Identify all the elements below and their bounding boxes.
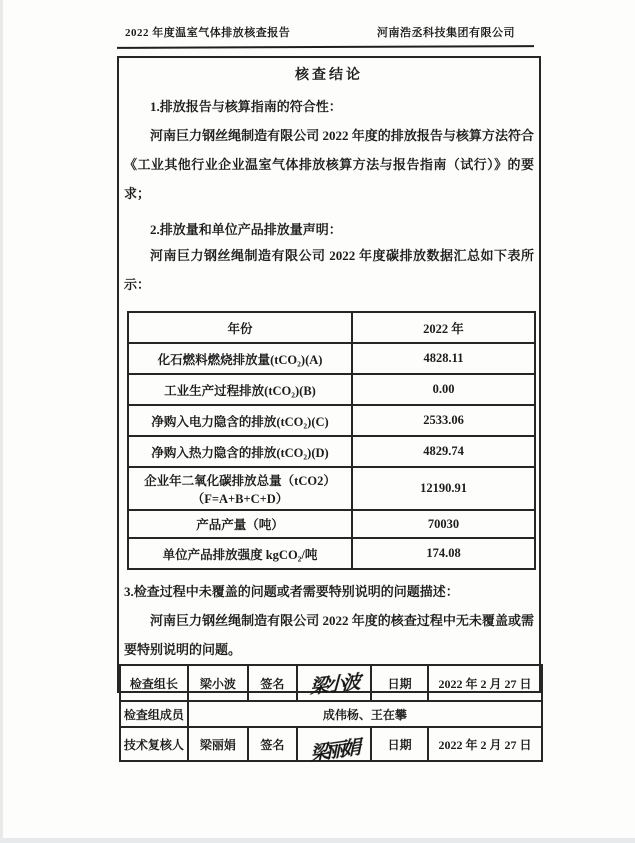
row-value: 0.00: [352, 374, 535, 405]
row-value: 4829.74: [352, 436, 535, 467]
date-label: 日期: [371, 727, 428, 761]
table-row: [128, 436, 535, 467]
signature-cell: [297, 727, 372, 765]
role-label: 技术复核人: [120, 727, 188, 761]
person-name: 梁丽娟: [188, 727, 249, 761]
date-label: 日期: [371, 665, 428, 701]
date-value: 2022 年 2 月 27 日: [428, 727, 542, 761]
table-row: [128, 538, 535, 569]
year-value-cell: 2022 年: [352, 312, 535, 343]
row-value: 2533.06: [352, 405, 535, 436]
handwritten-signature: 梁丽娟: [310, 737, 359, 765]
header-company-name: 河南浩丞科技集团有限公司: [377, 27, 515, 39]
role-label: 检查组成员: [120, 701, 188, 727]
document-title: 核查结论: [295, 68, 363, 83]
table-row-total: [128, 467, 535, 510]
section-1-heading: 1.排放报告与核算指南的符合性：: [150, 99, 342, 114]
row-label: [128, 467, 352, 510]
row-label: 工业生产过程排放(tCO₂)(B): [128, 374, 352, 405]
row-label: 产品产量（吨）: [128, 510, 352, 538]
section-2-body: 河南巨力钢丝绳制造有限公司 2022 年度碳排放数据汇总如下表所示：: [124, 248, 534, 292]
header-report-title: 2022 年度温室气体排放核查报告: [125, 27, 291, 39]
emission-data-table: [127, 311, 536, 570]
total-label-line1: 企业年二氧化碳排放总量（tCO2）: [144, 473, 336, 488]
row-label: 化石燃料燃烧排放量(tCO₂)(A): [128, 343, 352, 374]
signature-cell: [297, 665, 372, 701]
row-value: 70030: [352, 510, 535, 538]
role-label: 检查组长: [120, 665, 188, 701]
scan-edge: [3, 838, 635, 843]
person-name: 梁小波: [188, 665, 249, 701]
signature-row-members: [120, 701, 542, 727]
page-header: [125, 24, 515, 40]
section-3-body: 河南巨力钢丝绳制造有限公司 2022 年度的核查过程中无未覆盖或需要特别说明的问题。: [124, 613, 534, 657]
table-row: [128, 510, 535, 538]
row-value: 4828.11: [352, 343, 535, 374]
handwritten-signature: 梁小波: [309, 671, 359, 699]
table-header-row: [128, 312, 535, 343]
section-1-body: 河南巨力钢丝绳制造有限公司 2022 年度的排放报告与核算方法符合《工业其他行业企业温室气体排放核算方法与报告指南（试行）》的要求；: [124, 128, 534, 201]
signature-row-reviewer: [120, 727, 542, 761]
sign-label: 签名: [248, 665, 296, 701]
date-value: 2022 年 2 月 27 日: [428, 665, 542, 701]
table-row: [128, 374, 535, 405]
section-2-heading: 2.排放量和单位产品排放量声明：: [150, 222, 342, 237]
row-value: 174.08: [352, 538, 535, 569]
row-label: 净购入热力隐含的排放(tCO₂)(D): [128, 436, 352, 467]
members-names: 成伟杨、王在攀: [188, 701, 542, 727]
table-row: [128, 405, 535, 436]
signature-row-leader: [120, 665, 542, 701]
row-label: 单位产品排放强度 kgCO₂/吨: [128, 538, 352, 569]
year-header-cell: 年份: [128, 312, 352, 343]
conclusion-box: [117, 56, 541, 765]
total-label-line2: （F=A+B+C+D）: [191, 491, 289, 506]
section-3-heading: 3.检查过程中未覆盖的问题或者需要特别说明的问题描述：: [124, 584, 459, 599]
signature-table: [119, 664, 543, 765]
sign-label: 签名: [248, 727, 296, 761]
table-row: [128, 343, 535, 374]
row-value: 12190.91: [352, 467, 535, 510]
row-label: 净购入电力隐含的排放(tCO₂)(C): [128, 405, 352, 436]
header-divider: [117, 45, 534, 49]
